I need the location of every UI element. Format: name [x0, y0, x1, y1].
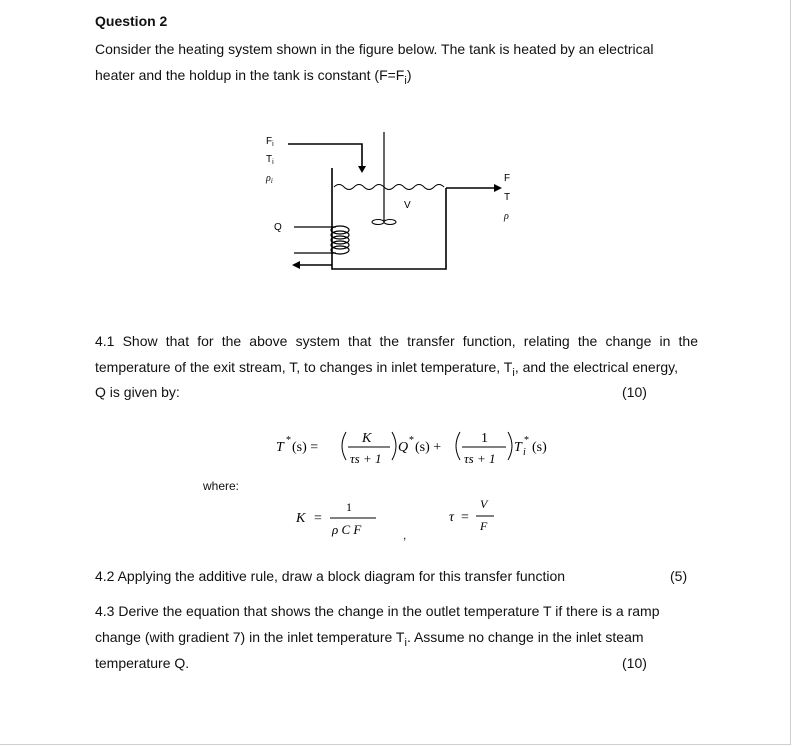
eq-ti-symbol: T: [514, 440, 522, 455]
tank-wall: [332, 168, 446, 269]
part-4-1-line-3: Q is given by:: [95, 384, 180, 400]
tau-symbol: τ: [449, 510, 455, 525]
k-numerator: 1: [346, 500, 352, 514]
outlet-flow-label: F: [504, 173, 511, 184]
inlet-density-label: $\rho_i$: [266, 173, 273, 185]
eq-ti-star: *: [524, 435, 529, 446]
bottom-outlet-arrow-icon: [292, 261, 300, 269]
heat-input-label: Q: [274, 222, 282, 233]
tau-definition: [445, 490, 505, 542]
part-4-2-text: 4.2 Applying the additive rule, draw a block diagram for this transfer function: [95, 568, 566, 584]
part-4-2-marks: (5): [670, 568, 688, 584]
where-label: where:: [203, 479, 240, 493]
eq-bracket-1-close: [392, 432, 396, 460]
tau-equals: =: [461, 510, 469, 525]
tau-numerator: V: [480, 497, 488, 511]
inlet-temp-label: $T_i$: [266, 154, 274, 166]
eq-ti-sub: i: [523, 447, 526, 458]
inlet-flow-label: $F_i$: [266, 136, 274, 148]
where-comma: ,: [403, 528, 407, 542]
part-4-1-marks: (10): [622, 384, 647, 400]
liquid-surface: [334, 185, 444, 190]
eq-num-1: K: [362, 431, 372, 446]
eq-q-star: *: [409, 435, 414, 446]
inlet-arrow-icon: [358, 166, 366, 173]
eq-bracket-2-close: [508, 432, 512, 460]
part-4-1-line-1: 4.1 Show that for the above system that the transfer function, relating the change in the: [95, 333, 698, 349]
outlet-density-label: ρ: [504, 211, 509, 222]
eq-q-symbol: Q: [398, 440, 409, 455]
heater-coil: [331, 226, 349, 254]
agitator-blade-right: [384, 220, 396, 225]
k-symbol: K: [296, 511, 306, 526]
part-4-3-line-1: 4.3 Derive the equation that shows the change in the outlet temperature T if there is a ramp: [95, 603, 660, 619]
tau-denominator: F: [480, 519, 488, 533]
eq-num-2: 1: [481, 431, 488, 446]
k-denominator: ρ C F: [332, 522, 362, 537]
eq-lhs-symbol: T: [276, 440, 284, 455]
heating-tank-figure: [250, 130, 540, 280]
intro-line-2: heater and the holdup in the tank is constant $(F=F_i)$: [95, 67, 412, 87]
part-4-3-line-3: temperature Q.: [95, 655, 190, 671]
question-title: Question 2: [95, 13, 168, 29]
part-4-1-line-2: temperature of the exit stream, T, to changes in inlet temperature, $T_i$, and the electrical energy,: [95, 359, 678, 379]
k-equals: =: [314, 511, 322, 526]
eq-bracket-2-open: [456, 432, 460, 460]
outlet-temp-label: T: [504, 192, 511, 203]
transfer-function-equation: [274, 420, 574, 470]
eq-den-1: τs + 1: [350, 451, 382, 466]
eq-ti-arg: (s): [532, 440, 547, 455]
eq-q-arg: (s) +: [415, 440, 442, 455]
part-4-3-marks: (10): [622, 655, 647, 671]
k-definition: [292, 494, 402, 546]
agitator-blade-left: [372, 220, 384, 225]
inlet-pipe: [288, 144, 362, 168]
eq-lhs-star: *: [286, 435, 291, 446]
eq-den-2: τs + 1: [464, 451, 496, 466]
intro-line-1: Consider the heating system shown in the figure below. The tank is heated by an electrical: [95, 41, 654, 57]
eq-lhs-arg: (s) =: [292, 440, 319, 455]
eq-bracket-1-open: [342, 432, 346, 460]
part-4-3-line-2: change (with gradient 7) in the inlet temperature $T_i$. Assume no change in the inlet steam: [95, 629, 644, 649]
volume-label: V: [404, 200, 411, 211]
outlet-arrow-icon: [494, 184, 502, 192]
